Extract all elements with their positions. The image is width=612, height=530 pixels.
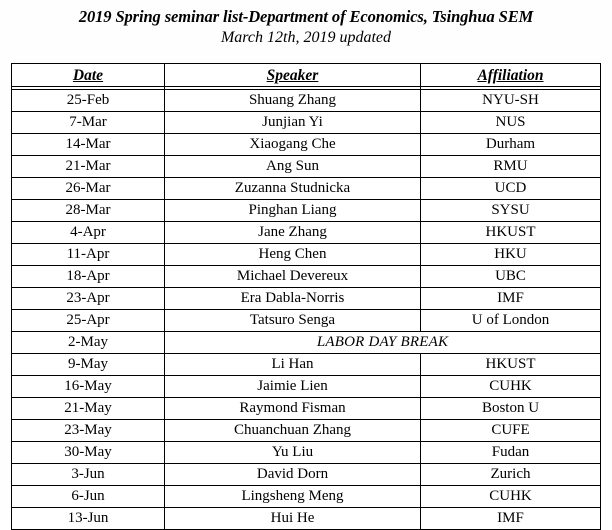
table-row	[12, 376, 601, 398]
cell-date: 21-Mar	[12, 156, 165, 178]
cell-speaker: Tatsuro Senga	[165, 310, 421, 332]
table-row	[12, 288, 601, 310]
cell-date: 11-Apr	[12, 244, 165, 266]
table-row	[12, 178, 601, 200]
page-subtitle: March 12th, 2019 updated	[220, 29, 392, 46]
table-row	[12, 222, 601, 244]
table-row	[12, 442, 601, 464]
cell-affiliation: NYU-SH	[421, 90, 601, 112]
cell-date: 28-Mar	[12, 200, 165, 222]
table-row	[12, 420, 601, 442]
cell-affiliation: IMF	[421, 508, 601, 530]
page-title: 2019 Spring seminar list-Department of Economics, Tsinghua SEM	[78, 7, 534, 26]
table-row	[12, 266, 601, 288]
cell-date: 9-May	[12, 354, 165, 376]
cell-affiliation: CUHK	[421, 376, 601, 398]
cell-speaker: Yu Liu	[165, 442, 421, 464]
cell-affiliation: CUHK	[421, 486, 601, 508]
table-row	[12, 354, 601, 376]
cell-date: 2-May	[12, 332, 165, 354]
cell-affiliation: Zurich	[421, 464, 601, 486]
cell-affiliation: UCD	[421, 178, 601, 200]
cell-date: 18-Apr	[12, 266, 165, 288]
table-row	[12, 112, 601, 134]
table-body	[12, 90, 601, 530]
cell-affiliation: UBC	[421, 266, 601, 288]
cell-affiliation: HKU	[421, 244, 601, 266]
cell-speaker: Michael Devereux	[165, 266, 421, 288]
cell-speaker: Zuzanna Studnicka	[165, 178, 421, 200]
cell-date: 7-Mar	[12, 112, 165, 134]
cell-speaker: David Dorn	[165, 464, 421, 486]
cell-speaker: Raymond Fisman	[165, 398, 421, 420]
cell-speaker: Pinghan Liang	[165, 200, 421, 222]
cell-date: 26-Mar	[12, 178, 165, 200]
cell-speaker: Li Han	[165, 354, 421, 376]
cell-speaker: Hui He	[165, 508, 421, 530]
cell-speaker: Heng Chen	[165, 244, 421, 266]
cell-speaker: Lingsheng Meng	[165, 486, 421, 508]
cell-affiliation: RMU	[421, 156, 601, 178]
table-row	[12, 310, 601, 332]
cell-affiliation: NUS	[421, 112, 601, 134]
cell-speaker: Ang Sun	[165, 156, 421, 178]
cell-speaker: Chuanchuan Zhang	[165, 420, 421, 442]
column-header-affiliation: Affiliation	[421, 64, 601, 87]
cell-date: 16-May	[12, 376, 165, 398]
table-row	[12, 200, 601, 222]
cell-speaker: Jane Zhang	[165, 222, 421, 244]
table-row	[12, 486, 601, 508]
seminar-table-container	[11, 63, 600, 530]
cell-date: 6-Jun	[12, 486, 165, 508]
table-row	[12, 156, 601, 178]
cell-speaker: Jaimie Lien	[165, 376, 421, 398]
cell-speaker: Xiaogang Che	[165, 134, 421, 156]
table-row	[12, 464, 601, 486]
cell-date: 21-May	[12, 398, 165, 420]
cell-affiliation: HKUST	[421, 222, 601, 244]
table-row	[12, 134, 601, 156]
cell-affiliation: Fudan	[421, 442, 601, 464]
table-row	[12, 332, 601, 354]
cell-affiliation: HKUST	[421, 354, 601, 376]
cell-affiliation: IMF	[421, 288, 601, 310]
cell-affiliation: CUFE	[421, 420, 601, 442]
cell-affiliation: U of London	[421, 310, 601, 332]
cell-date: 23-May	[12, 420, 165, 442]
cell-date: 14-Mar	[12, 134, 165, 156]
cell-date: 30-May	[12, 442, 165, 464]
column-header-speaker: Speaker	[165, 64, 421, 87]
cell-speaker: Shuang Zhang	[165, 90, 421, 112]
table-header-row	[12, 64, 601, 87]
cell-break-notice: LABOR DAY BREAK	[165, 332, 601, 354]
table-row	[12, 398, 601, 420]
seminar-schedule-table	[11, 63, 601, 530]
cell-speaker: Era Dabla-Norris	[165, 288, 421, 310]
cell-date: 25-Feb	[12, 90, 165, 112]
cell-affiliation: Boston U	[421, 398, 601, 420]
column-header-date: Date	[12, 64, 165, 87]
cell-date: 3-Jun	[12, 464, 165, 486]
cell-affiliation: Durham	[421, 134, 601, 156]
table-header	[12, 64, 601, 90]
table-row	[12, 244, 601, 266]
document-header	[0, 6, 612, 48]
cell-affiliation: SYSU	[421, 200, 601, 222]
table-row	[12, 90, 601, 112]
cell-date: 23-Apr	[12, 288, 165, 310]
cell-date: 13-Jun	[12, 508, 165, 530]
cell-date: 25-Apr	[12, 310, 165, 332]
table-row	[12, 508, 601, 530]
cell-speaker: Junjian Yi	[165, 112, 421, 134]
cell-date: 4-Apr	[12, 222, 165, 244]
